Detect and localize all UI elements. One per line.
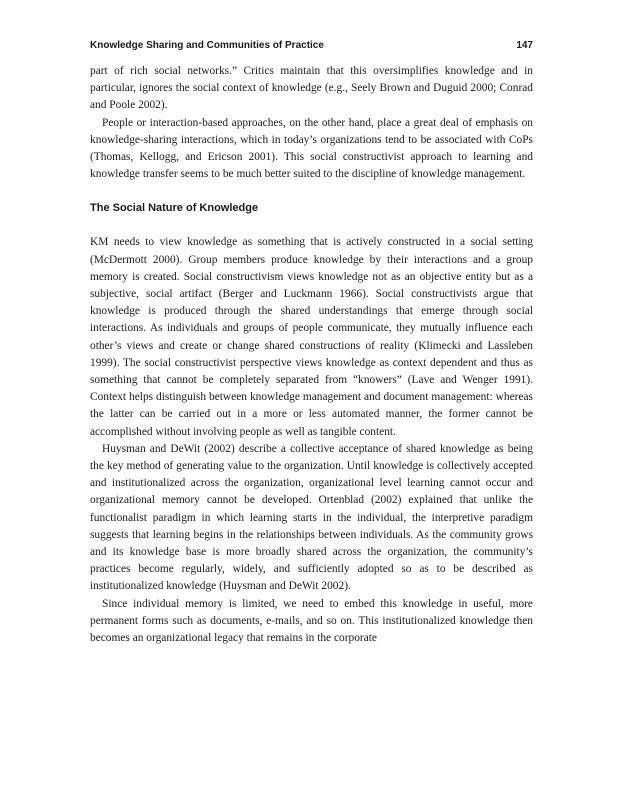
paragraph-continuation: part of rich social networks.” Critics maintain that this oversimplifies knowledge and in particular, ignores the social context of knowledge (e.g., Seely Brown and Duguid 2000; Conrad and Poole 2002). bbox=[90, 65, 533, 112]
paragraph: People or interaction-based approaches, on the other hand, place a great deal of emphasis on knowledge-sharing interactions, which in today’s organizations tend to be associated with CoPs (Thomas, Kellogg, and Ericson 2001). This social constructivist approach to learning and knowledge transfer seems to be much better suited to the discipline of knowledge management. bbox=[90, 116, 533, 181]
body-text bbox=[90, 63, 533, 647]
page-number: 147 bbox=[516, 40, 533, 51]
running-header bbox=[90, 40, 533, 51]
paragraph: Since individual memory is limited, we need to embed this knowledge in useful, more permanent forms such as documents, e-mails, and so on. This institutionalized knowledge then becomes an organizational legacy that remains in the corporate bbox=[90, 597, 533, 645]
section-heading: The Social Nature of Knowledge bbox=[90, 202, 259, 215]
paragraph: Huysman and DeWit (2002) describe a collective acceptance of shared knowledge as being the key method of generating value to the organization. Until knowledge is collectively accepted and institutionalized across the organization, organizational level learning cannot occur and organizational memory cannot be developed. Ortenblad (2002) explained that unlike the functionalist paradigm in which learning starts in the individual, the interpretive paradigm suggests that learning begins in the relationships between individuals. As the community grows and its knowledge base is more broadly shared across the organization, the community’s practices become regularly, widely, and sufficiently adopted so as to be described as institutionalized knowledge (Huysman and DeWit 2002). bbox=[90, 442, 533, 593]
running-title: Knowledge Sharing and Communities of Practice bbox=[90, 40, 324, 51]
paragraph: KM needs to view knowledge as something that is actively constructed in a social setting (McDermott 2000). Group members produce knowledge by their interactions and a group memory is created. Social constructivism views knowledge not as an objective entity but as a subjective, social artifact (Berger and Luckmann 1966). Social constructivists argue that knowledge is produced through the shared understandings that emerge through social interactions. As individuals and groups of people communicate, they mutually influence each other’s views and create or change shared constructions of reality (Klimecki and Lassleben 1999). The social constructivist perspective views knowledge as context dependent and thus as something that cannot be completely separated from “knowers” (Lave and Wenger 1991). Context helps distinguish between knowledge management and document management: whereas the latter can be carried out in a more or less automated manner, the former cannot be accomplished without involving people as well as tangible content. bbox=[90, 236, 533, 438]
